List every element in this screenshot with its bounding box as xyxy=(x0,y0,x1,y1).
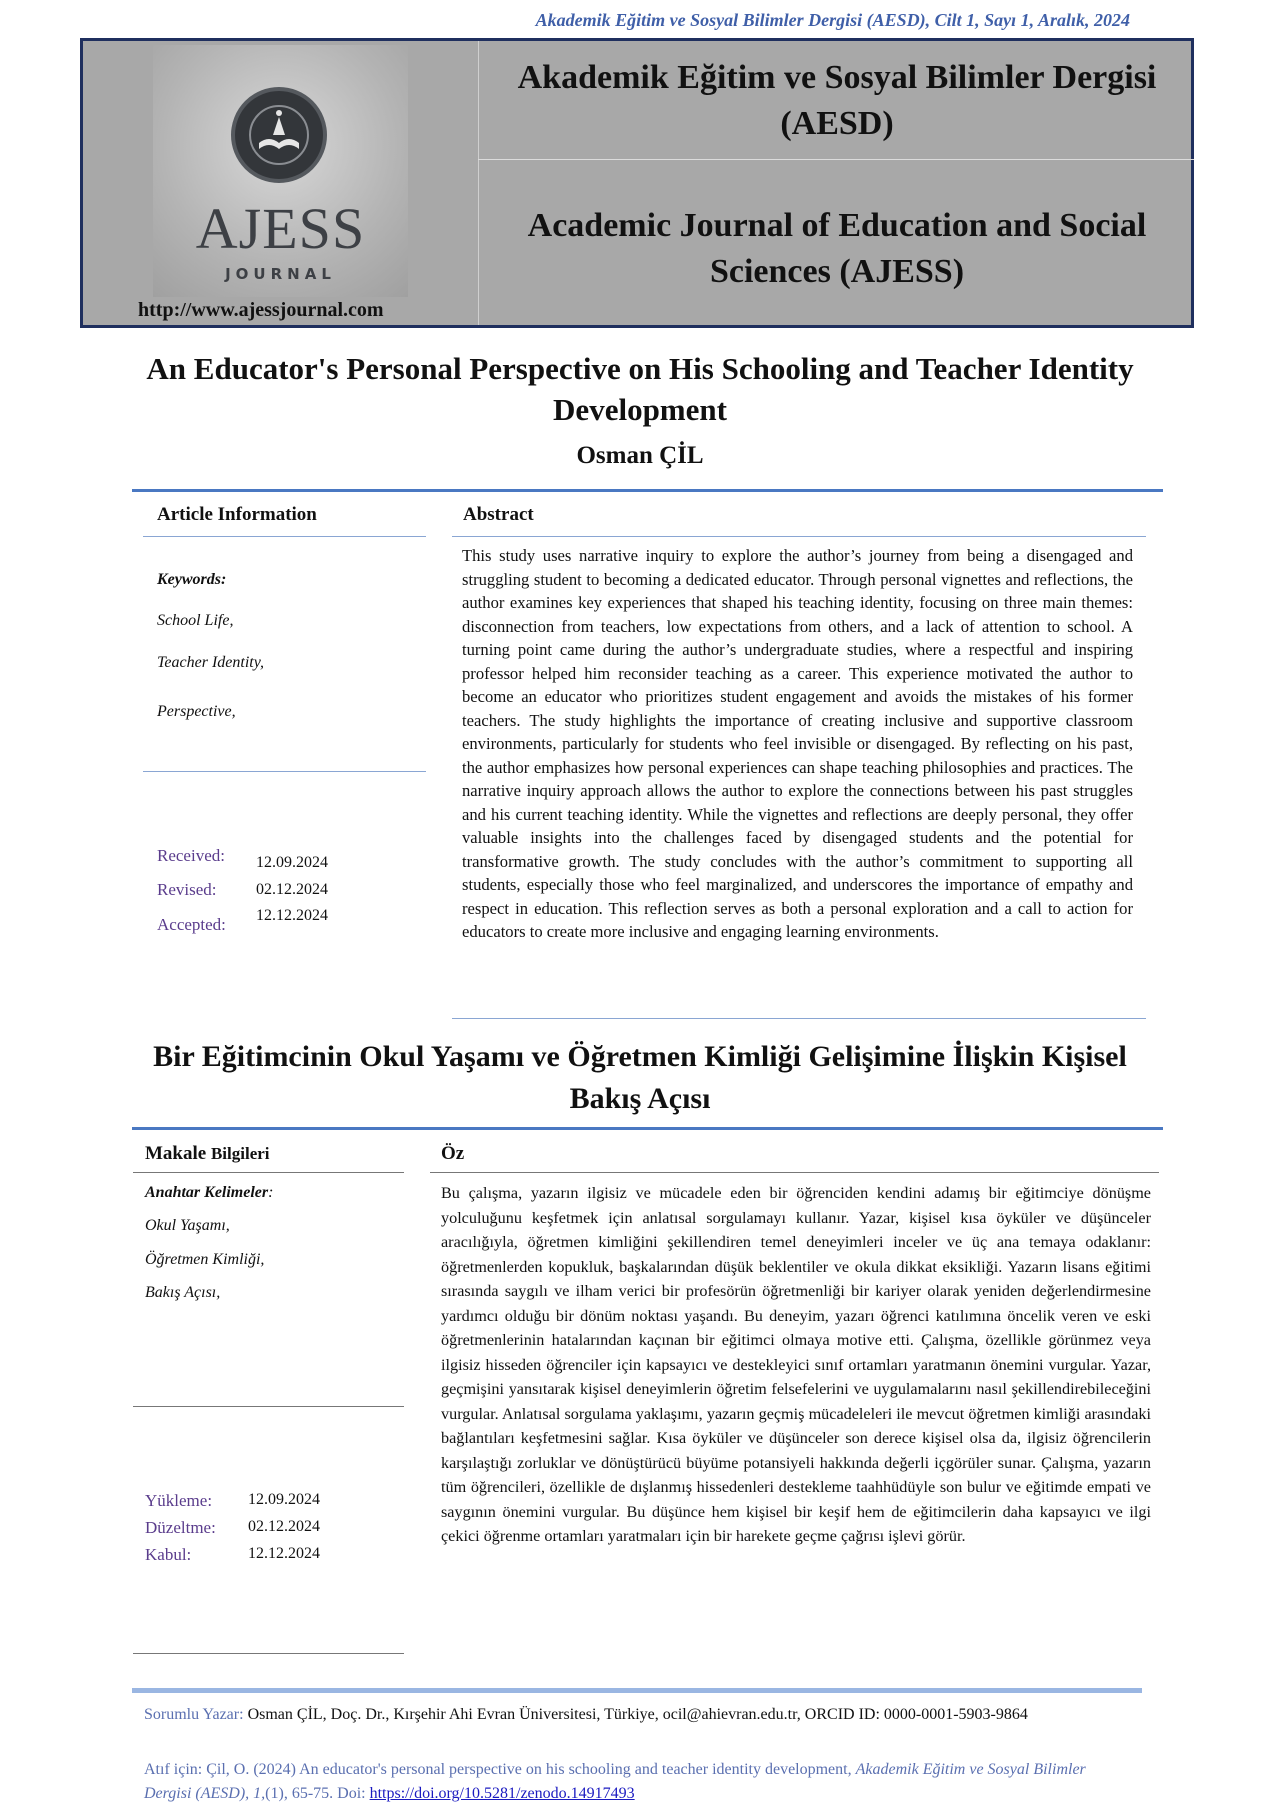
journal-logo xyxy=(153,45,408,297)
keyword-item: Okul Yaşamı, xyxy=(145,1217,230,1234)
keywords-label: Keywords: xyxy=(157,571,227,588)
received-label: Received: xyxy=(157,846,225,865)
info-rule xyxy=(133,1653,404,1654)
upload-date: 12.09.2024 xyxy=(248,1491,320,1508)
info-rule xyxy=(133,1406,404,1407)
keyword-item: Perspective, xyxy=(157,703,236,720)
article-info-heading-tr xyxy=(145,1143,270,1165)
running-head: Akademik Eğitim ve Sosyal Bilimler Dergisi (AESD), Cilt 1, Sayı 1, Aralık, 2024 xyxy=(535,10,1130,30)
abstract-heading: Abstract xyxy=(463,504,534,525)
doi-link[interactable]: https://doi.org/10.5281/zenodo.14917493 xyxy=(369,1785,635,1802)
heading-rule xyxy=(430,1172,1159,1173)
journal-banner xyxy=(80,38,1194,328)
keyword-item: Bakış Açısı, xyxy=(145,1284,221,1301)
corr-label: Sorumlu Yazar: xyxy=(144,1706,244,1723)
heading-rule xyxy=(452,536,1146,537)
keyword-item: Teacher Identity, xyxy=(157,654,264,671)
journal-title-tr: Akademik Eğitim ve Sosyal Bilimler Dergisi (AESD) xyxy=(517,59,1157,142)
oz-heading: Öz xyxy=(441,1143,465,1164)
citation xyxy=(144,1758,1119,1806)
accepted-date: 12.12.2024 xyxy=(256,907,328,924)
cite-label: Atıf için: xyxy=(144,1761,203,1778)
cite-text: Çil, O. (2024) An educator's personal perspective on his schooling and teacher identity development, xyxy=(206,1761,852,1778)
corresponding-author xyxy=(144,1703,1119,1727)
banner-divider xyxy=(478,159,1194,160)
footer-rule xyxy=(132,1688,1142,1693)
article-info-heading: Article Information xyxy=(157,504,317,525)
heading-rule xyxy=(143,536,426,537)
section-rule xyxy=(132,1127,1163,1130)
keyword-item: School Life, xyxy=(157,612,234,629)
keyword-item: Öğretmen Kimliği, xyxy=(145,1251,265,1268)
revised-label: Revised: xyxy=(157,880,217,899)
revision-label: Düzeltme: xyxy=(145,1518,216,1537)
abstract-rule xyxy=(452,1018,1146,1019)
heading-rule xyxy=(133,1172,404,1173)
info-heading-rest: Bilgileri xyxy=(210,1144,270,1163)
logo-wordmark: AJESS xyxy=(195,196,366,261)
cite-issue: (1), 65-75. Doi: xyxy=(265,1785,366,1802)
received-date: 12.09.2024 xyxy=(256,854,328,871)
journal-url-link[interactable]: http://www.ajessjournal.com xyxy=(138,299,384,321)
keywords-label-tr: Anahtar Kelimeler: xyxy=(145,1184,274,1201)
logo-emblem-icon xyxy=(231,87,327,183)
acceptance-date: 12.12.2024 xyxy=(248,1545,320,1562)
paper-title: An Educator's Personal Perspective on His Schooling and Teacher Identity Development xyxy=(146,351,1134,427)
abstract-text: This study uses narrative inquiry to explore the author’s journey from being a disengaged and struggling student to becoming a dedicated educator. Through personal vignettes and reflections, the author examines key experiences that shaped his teaching identity, focusing on three main themes: disconnection from teachers, low expectations from others, and a lack of attention to school. A turning point came during the author’s undergraduate studies, where a respectful and inspiring professor helped him reconsider teaching as a career. This experience motivated the author to become an educator who prioritizes student engagement and avoids the mistakes of his former teachers. The study highlights the importance of creating inclusive and supportive classroom environments, particularly for students who feel invisible or disengaged. By reflecting on his past, the author emphasizes how personal experiences can shape teaching philosophies and practices. The narrative inquiry approach allows the author to explore the connections between his past struggles and his current teaching identity. While the vignettes and reflections are deeply personal, they offer valuable insights into the challenges faced by disengaged students and the potential for transformative growth. The study concludes with the author’s commitment to supporting all students, especially those who feel marginalized, and underscores the importance of empathy and respect in education. This reflection serves as both a personal exploration and a call to action for educators to create more inclusive and engaging learning environments. xyxy=(462,546,1133,941)
journal-title-en: Academic Journal of Education and Social Sciences (AJESS) xyxy=(527,207,1147,290)
logo-subtext: JOURNAL xyxy=(225,265,336,283)
accepted-label: Accepted: xyxy=(157,915,226,934)
info-rule xyxy=(143,771,426,772)
revision-date: 02.12.2024 xyxy=(248,1518,320,1535)
info-heading-bold: Makale xyxy=(145,1143,207,1164)
turkish-title: Bir Eğitimcinin Okul Yaşamı ve Öğretmen Kimliği Gelişimine İlişkin Kişisel Bakış Açısı xyxy=(153,1040,1127,1115)
author-name: Osman ÇİL xyxy=(576,442,704,469)
corr-text: Osman ÇİL, Doç. Dr., Kırşehir Ahi Evran Üniversitesi, Türkiye, ocil@ahievran.edu.tr, ORCID ID: 0000-0001-5903-9864 xyxy=(247,1706,1028,1723)
revised-date: 02.12.2024 xyxy=(256,881,328,898)
acceptance-label: Kabul: xyxy=(145,1545,192,1564)
oz-text: Bu çalışma, yazarın ilgisiz ve mücadele eden bir öğrenciden kendini adamış bir eğitimciye dönüşme yolculuğunu keşfetmek için anlatısal sorgulamayı kullanır. Yazar, kişisel kısa öyküler ve düşünceler aracılığıyla, öğretmen kimliğini şekillendiren temel deneyimleri inceler ve üç ana temaya odaklanır: öğretmenlerden kopukluk, başkalarından düşük beklentiler ve okula dikkat eksikliği. Yazarın lisans eğitimi sırasında saygılı ve ilham verici bir profesörün öğretmenliği bir kariyer olarak yeniden değerlendirmesine yardımcı olduğu bir dönüm noktası yaşandı. Bu deneyim, yazarı öğrenci katılımına öncelik veren ve eski öğretmenlerinin hatalarından kaçınan bir eğitimci olmaya motive etti. Çalışma, özellikle görünmez veya ilgisiz hisseden öğrenciler için kapsayıcı ve destekleyici sınıf ortamları yaratmanın önemini vurgular. Yazar, geçmişini yansıtarak kişisel deneyimlerin öğretim felsefelerini ve uygulamalarını nasıl şekillendirebileceğini vurgular. Anlatısal sorgulama yaklaşımı, yazarın geçmiş mücadeleleri ile mevcut öğretmen kimliği arasındaki bağlantıları keşfetmesini sağlar. Kısa öyküler ve düşünceler son derece kişisel olsa da, ilgisiz öğrencilerin karşılaştığı zorluklar ve dönüştürücü büyüme potansiyeli hakkında değerli içgörüler sunar. Çalışma, yazarın tüm öğrencileri, özellikle de dışlanmış hissedenleri destekleme taahhüdüyle son bulur ve eğitimde empati ve saygının önemini vurgular. Bu düşünce hem kişisel bir keşif hem de eğitimcilerin daha kapsayıcı ve ilgi çekici öğrenme ortamları yaratmaları için bir harekete geçme çağrısı işlevi görür. xyxy=(441,1184,1151,1545)
section-rule xyxy=(132,489,1163,492)
upload-label: Yükleme: xyxy=(145,1491,213,1510)
cite-journal: Akademik Eğitim ve Sosyal Bilimler Dergisi (AESD), 1, xyxy=(144,1761,1086,1802)
